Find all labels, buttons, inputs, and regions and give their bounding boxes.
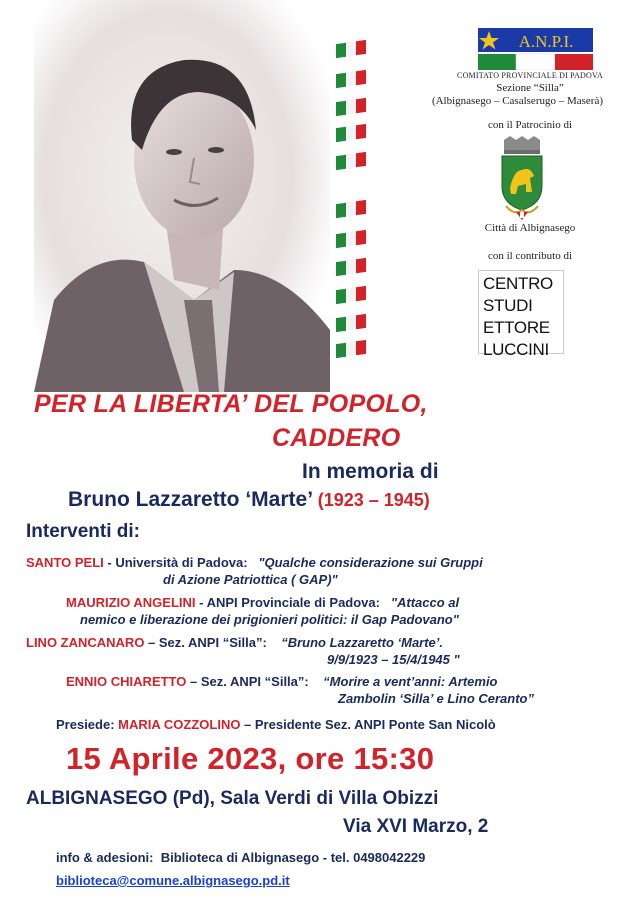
italian-flag-icon — [336, 152, 366, 170]
sezione-text: Sezione “Silla” — [496, 82, 564, 94]
honoree-name: Bruno Lazzaretto ‘Marte’ — [68, 488, 312, 511]
albignasego-coat-of-arms — [496, 136, 548, 220]
talk-title-continued: Zambolin ‘Silla’ e Lino Ceranto” — [338, 691, 534, 706]
presiede-line — [56, 717, 496, 732]
honoree-dates: (1923 – 1945) — [317, 490, 430, 510]
talk-speaker: SANTO PELI — [26, 555, 104, 570]
italian-flag-icon — [336, 124, 366, 142]
comitato-text: COMITATO PROVINCIALE DI PADOVA — [457, 71, 603, 80]
memoria-text: In memoria di — [302, 460, 439, 483]
italian-flag-icon — [336, 98, 366, 116]
talk-affiliation: – Sez. ANPI “Silla”: — [186, 674, 324, 689]
italian-flag-icon — [336, 40, 366, 58]
italian-flags-column — [336, 36, 372, 356]
italian-flag-icon — [336, 340, 366, 358]
anpi-logo-text: A.N.P.I. — [518, 32, 574, 51]
talk-title: “Bruno Lazzaretto ‘Marte’. — [281, 635, 444, 650]
citta-text: Città di Albignasego — [484, 222, 576, 234]
patrocinio-text: con il Patrocinio di — [487, 119, 572, 131]
talk-speaker: MAURIZIO ANGELINI — [66, 595, 196, 610]
presiede-name: MARIA COZZOLINO — [118, 717, 241, 732]
interventi-label: Interventi di: — [26, 521, 141, 542]
centro-studi-line: STUDI — [483, 296, 533, 315]
talk-title: "Qualche considerazione sui Gruppi — [258, 555, 483, 570]
talk-affiliation: – Sez. ANPI “Silla”: — [144, 635, 282, 650]
talk-title-continued: nemico e liberazione dei prigionieri politici: il Gap Padovano" — [80, 612, 459, 627]
talk-item — [66, 594, 459, 611]
talk-speaker: ENNIO CHIARETTO — [66, 674, 187, 689]
main-title-line1: PER LA LIBERTA’ DEL POPOLO, — [34, 390, 428, 418]
contact-info: info & adesioni: Biblioteca di Albignasego - tel. 0498042229 — [56, 850, 426, 865]
main-title-line2: CADDERO — [272, 424, 401, 452]
talk-affiliation: - Università di Padova: — [103, 555, 259, 570]
talk-item — [66, 673, 498, 690]
presiede-role: – Presidente Sez. ANPI Ponte San Nicolò — [240, 717, 496, 732]
centro-studi-line: LUCCINI — [483, 340, 549, 359]
talk-title-continued: di Azione Patriottica ( GAP)" — [163, 572, 338, 587]
comuni-text: (Albignasego – Casalserugo – Maserà) — [431, 95, 604, 107]
italian-flag-icon — [336, 70, 366, 88]
event-street: Via XVI Marzo, 2 — [343, 816, 489, 837]
contributo-text: con il contributo di — [487, 250, 572, 262]
centro-studi-logo — [478, 270, 564, 359]
italian-flag-icon — [336, 314, 366, 332]
portrait-photo — [34, 0, 330, 392]
presiede-label: Presiede: — [56, 717, 119, 732]
italian-flag-icon — [336, 230, 366, 248]
event-venue: , Sala Verdi di Villa Obizzi — [209, 788, 439, 809]
honoree-line — [68, 488, 430, 512]
event-city: ALBIGNASEGO (Pd) — [26, 788, 210, 809]
talk-title-continued: 9/9/1923 – 15/4/1945 " — [327, 652, 460, 667]
talk-title: “Morire a vent’anni: Artemio — [323, 674, 498, 689]
anpi-logo — [478, 28, 593, 70]
event-place — [26, 788, 438, 810]
contact-email-link[interactable]: biblioteca@comune.albignasego.pd.it — [56, 873, 290, 888]
centro-studi-line: ETTORE — [483, 318, 550, 337]
centro-studi-line: CENTRO — [483, 274, 553, 293]
italian-flag-icon — [336, 200, 366, 218]
talk-affiliation: - ANPI Provinciale di Padova: — [195, 595, 391, 610]
italian-flag-icon — [336, 258, 366, 276]
talk-title: "Attacco al — [390, 595, 460, 610]
talk-item — [26, 634, 443, 651]
italian-flag-icon — [336, 286, 366, 304]
event-datetime: 15 Aprile 2023, ore 15:30 — [66, 741, 435, 776]
talk-speaker: LINO ZANCANARO — [26, 635, 145, 650]
talk-item — [26, 554, 483, 571]
